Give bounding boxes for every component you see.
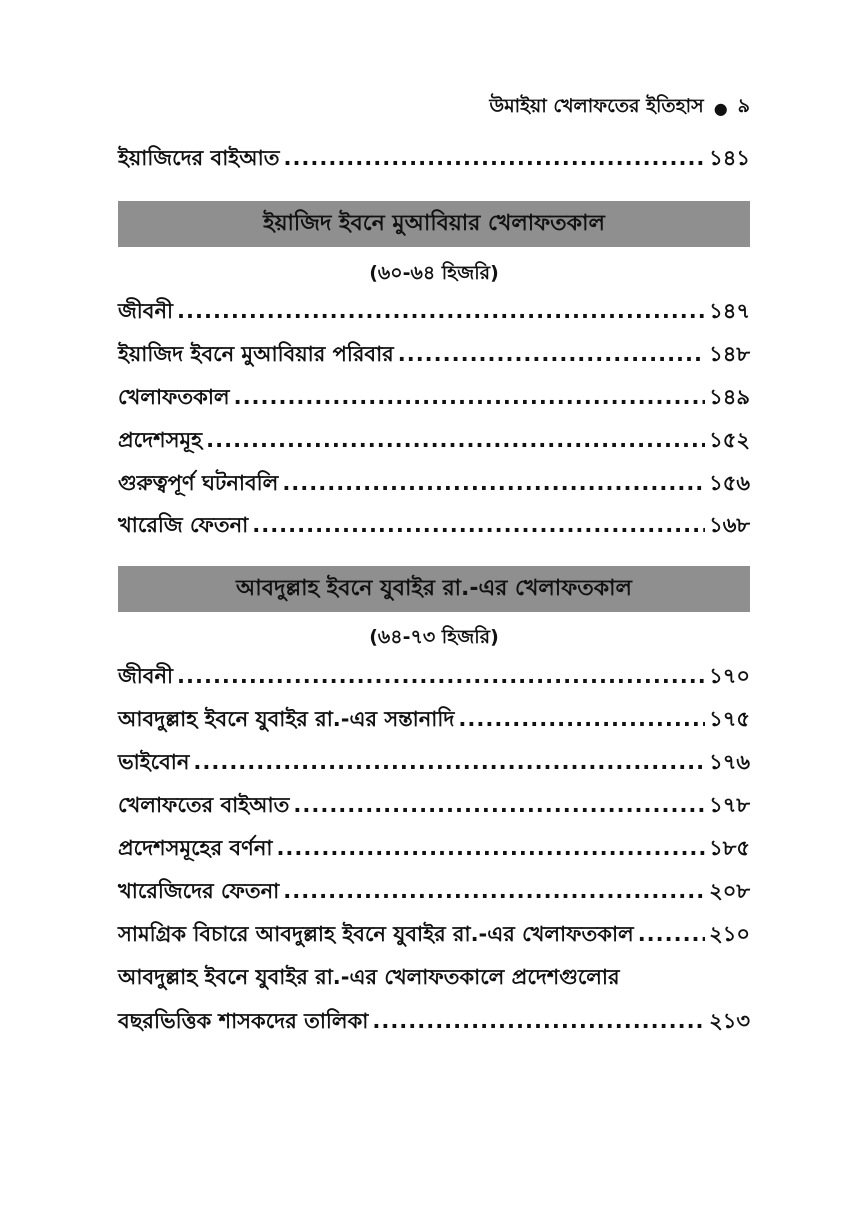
toc-entry[interactable] (118, 661, 750, 691)
toc-entry-title: খারেজি ফেতনা (118, 513, 249, 537)
toc-entry[interactable] (118, 143, 750, 173)
toc-entry-page: ১৬৮ (709, 513, 750, 537)
toc-entry[interactable] (118, 382, 750, 412)
section-subheading: (৬৪-৭৩ হিজরি) (369, 626, 499, 648)
toc-entry[interactable] (118, 296, 750, 326)
toc-entry-title: খারেজিদের ফেতনা (118, 879, 280, 903)
toc-entry-page: ১৭০ (709, 664, 750, 688)
dot-leader (283, 143, 705, 173)
dot-leader (193, 747, 705, 777)
toc-entry[interactable] (118, 833, 750, 863)
toc-entry-title: বছরভিত্তিক শাসকদের তালিকা (118, 1009, 369, 1033)
header-bullet: ● (713, 98, 728, 118)
toc-entry-title: জীবনী (118, 664, 174, 688)
dot-leader (276, 833, 705, 863)
dot-leader (458, 704, 705, 734)
toc-entry[interactable] (118, 876, 750, 906)
header-page-number: ৯ (737, 95, 750, 117)
toc-entry-title: ইয়াজিদের বাইআত (118, 146, 280, 170)
dot-leader (234, 382, 706, 412)
toc-entry-page: ২০৮ (709, 879, 750, 903)
dot-leader (372, 1006, 705, 1036)
toc-entry-title: আবদুল্লাহ ইবনে যুবাইর রা.-এর খেলাফতকালে প্রদেশগুলোর (118, 965, 620, 989)
toc-entry-page: ১৫৬ (709, 471, 750, 495)
toc-entry-page: ২১৩ (709, 1009, 750, 1033)
section-heading-band (118, 201, 750, 247)
toc-entry-title: ইয়াজিদ ইবনে মুআবিয়ার পরিবার (118, 342, 394, 366)
toc-entry[interactable] (118, 468, 750, 498)
toc-entry[interactable] (118, 747, 750, 777)
toc-entry-page: ১৮৫ (709, 836, 750, 860)
dot-leader (252, 510, 705, 540)
header-title: উমাইয়া খেলাফতের ইতিহাস (489, 95, 704, 117)
toc-entry[interactable] (118, 704, 750, 734)
toc-entry-title: প্রদেশসমূহ (118, 428, 203, 452)
toc-entry-title: প্রদেশসমূহের বর্ণনা (118, 836, 273, 860)
toc-entry-title: জীবনী (118, 299, 174, 323)
toc-entry[interactable] (118, 919, 750, 949)
toc-entry-title: গুরুত্বপূর্ণ ঘটনাবলি (118, 471, 279, 495)
toc-entry-page: ১৭৬ (709, 750, 750, 774)
toc-entry[interactable] (118, 339, 750, 369)
dot-leader (638, 919, 705, 949)
dot-leader (206, 425, 705, 455)
section-subheading: (৬০-৬৪ হিজরি) (369, 262, 499, 284)
toc-entry-page: ১৪১ (709, 146, 750, 170)
toc-entry-title: খেলাফতকাল (118, 385, 230, 409)
toc-entry-title: সামগ্রিক বিচারে আবদুল্লাহ ইবনে যুবাইর রা.-এর খেলাফতকাল (118, 922, 634, 946)
toc-entry-title: আবদুল্লাহ ইবনে যুবাইর রা.-এর সন্তানাদি (118, 707, 455, 731)
dot-leader (398, 339, 705, 369)
toc-entry-page: ১৭৫ (709, 707, 750, 731)
dot-leader (177, 661, 705, 691)
dot-leader (283, 876, 705, 906)
section-heading-band (118, 566, 750, 612)
dot-leader (293, 790, 705, 820)
dot-leader (282, 468, 705, 498)
toc-entry[interactable] (118, 962, 750, 992)
toc-entry-page: ১৪৭ (709, 299, 750, 323)
toc-entry-title: ভাইবোন (118, 750, 190, 774)
section-heading: ইয়াজিদ ইবনে মুআবিয়ার খেলাফতকাল (263, 210, 605, 236)
toc-entry-page: ২১০ (709, 922, 750, 946)
section-heading: আবদুল্লাহ ইবনে যুবাইর রা.-এর খেলাফতকাল (236, 575, 632, 601)
toc-entry-page: ১৫২ (709, 428, 750, 452)
dot-leader (177, 296, 705, 326)
toc-entry[interactable] (118, 790, 750, 820)
toc-entry-page: ১৭৮ (709, 793, 750, 817)
toc-entry-page: ১৪৯ (709, 385, 750, 409)
toc-entry[interactable] (118, 425, 750, 455)
toc-entry[interactable] (118, 1006, 750, 1036)
toc-entry[interactable] (118, 510, 750, 540)
running-header (489, 92, 750, 124)
toc-entry-title: খেলাফতের বাইআত (118, 793, 290, 817)
toc-entry-page: ১৪৮ (709, 342, 750, 366)
